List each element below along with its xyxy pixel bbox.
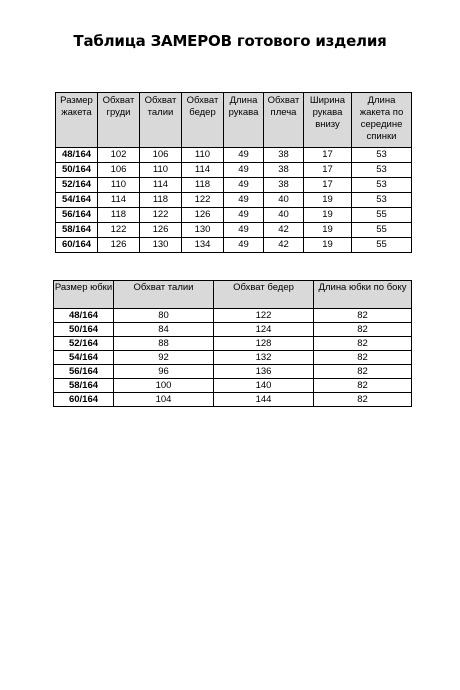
skirt-value-cell: 132: [214, 351, 314, 365]
skirt-value-cell: 82: [314, 379, 412, 393]
jacket-value-cell: 17: [304, 178, 352, 193]
jacket-value-cell: 17: [304, 163, 352, 178]
skirt-value-cell: 96: [114, 365, 214, 379]
jacket-value-cell: 53: [352, 178, 412, 193]
skirt-value-cell: 128: [214, 337, 314, 351]
jacket-value-cell: 19: [304, 238, 352, 253]
jacket-header-cell: Обхват груди: [98, 93, 140, 148]
jacket-value-cell: 106: [140, 148, 182, 163]
jacket-value-cell: 38: [264, 163, 304, 178]
jacket-value-cell: 110: [182, 148, 224, 163]
skirt-value-cell: 82: [314, 393, 412, 407]
skirt-header-cell: Размер юбки: [54, 281, 114, 309]
skirt-value-cell: 92: [114, 351, 214, 365]
jacket-value-cell: 118: [140, 193, 182, 208]
skirt-value-cell: 136: [214, 365, 314, 379]
table-row: [56, 238, 412, 253]
jacket-value-cell: 38: [264, 148, 304, 163]
jacket-value-cell: 53: [352, 193, 412, 208]
skirt-value-cell: 82: [314, 365, 412, 379]
jacket-value-cell: 130: [182, 223, 224, 238]
table-row: [54, 337, 412, 351]
jacket-value-cell: 40: [264, 208, 304, 223]
page-title: Таблица ЗАМЕРОВ готового изделия: [73, 32, 387, 50]
skirt-value-cell: 88: [114, 337, 214, 351]
skirt-value-cell: 80: [114, 309, 214, 323]
jacket-value-cell: 42: [264, 223, 304, 238]
jacket-value-cell: 122: [182, 193, 224, 208]
jacket-value-cell: 114: [98, 193, 140, 208]
jacket-value-cell: 114: [182, 163, 224, 178]
table-row: [56, 223, 412, 238]
skirt-value-cell: 82: [314, 351, 412, 365]
jacket-value-cell: 49: [224, 238, 264, 253]
skirt-measurements-table: [53, 280, 412, 407]
jacket-header-cell: Ширина рукава внизу: [304, 93, 352, 148]
jacket-size-cell: 58/164: [56, 223, 98, 238]
jacket-value-cell: 53: [352, 148, 412, 163]
skirt-size-cell: 50/164: [54, 323, 114, 337]
jacket-value-cell: 38: [264, 178, 304, 193]
jacket-measurements-table: [55, 92, 412, 253]
jacket-value-cell: 49: [224, 193, 264, 208]
jacket-value-cell: 126: [98, 238, 140, 253]
jacket-size-cell: 48/164: [56, 148, 98, 163]
jacket-header-cell: Размер жакета: [56, 93, 98, 148]
jacket-value-cell: 49: [224, 208, 264, 223]
jacket-value-cell: 118: [98, 208, 140, 223]
skirt-header-cell: Обхват бедер: [214, 281, 314, 309]
jacket-value-cell: 55: [352, 223, 412, 238]
skirt-size-cell: 54/164: [54, 351, 114, 365]
table-row: [54, 351, 412, 365]
table-row: [56, 163, 412, 178]
jacket-value-cell: 122: [98, 223, 140, 238]
skirt-value-cell: 144: [214, 393, 314, 407]
jacket-size-cell: 54/164: [56, 193, 98, 208]
jacket-value-cell: 55: [352, 208, 412, 223]
skirt-value-cell: 124: [214, 323, 314, 337]
jacket-value-cell: 40: [264, 193, 304, 208]
jacket-value-cell: 49: [224, 148, 264, 163]
jacket-value-cell: 49: [224, 178, 264, 193]
jacket-value-cell: 106: [98, 163, 140, 178]
jacket-value-cell: 49: [224, 223, 264, 238]
jacket-value-cell: 19: [304, 223, 352, 238]
jacket-value-cell: 53: [352, 163, 412, 178]
skirt-value-cell: 140: [214, 379, 314, 393]
jacket-value-cell: 122: [140, 208, 182, 223]
skirt-header-cell: Длина юбки по боку: [314, 281, 412, 309]
jacket-header-cell: Обхват плеча: [264, 93, 304, 148]
skirt-header-cell: Обхват талии: [114, 281, 214, 309]
jacket-size-cell: 56/164: [56, 208, 98, 223]
jacket-table-header-row: [56, 93, 412, 148]
table-row: [56, 208, 412, 223]
jacket-header-cell: Обхват талии: [140, 93, 182, 148]
jacket-value-cell: 110: [98, 178, 140, 193]
jacket-value-cell: 126: [140, 223, 182, 238]
skirt-value-cell: 82: [314, 337, 412, 351]
jacket-value-cell: 130: [140, 238, 182, 253]
skirt-value-cell: 82: [314, 323, 412, 337]
skirt-size-cell: 58/164: [54, 379, 114, 393]
skirt-value-cell: 104: [114, 393, 214, 407]
table-row: [54, 323, 412, 337]
skirt-value-cell: 84: [114, 323, 214, 337]
jacket-size-cell: 52/164: [56, 178, 98, 193]
jacket-value-cell: 19: [304, 193, 352, 208]
table-row: [54, 365, 412, 379]
jacket-value-cell: 126: [182, 208, 224, 223]
skirt-value-cell: 100: [114, 379, 214, 393]
jacket-size-cell: 60/164: [56, 238, 98, 253]
table-row: [54, 393, 412, 407]
table-row: [56, 193, 412, 208]
jacket-value-cell: 42: [264, 238, 304, 253]
table-row: [54, 309, 412, 323]
jacket-value-cell: 134: [182, 238, 224, 253]
skirt-size-cell: 56/164: [54, 365, 114, 379]
jacket-header-cell: Длина рукава: [224, 93, 264, 148]
table-row: [54, 379, 412, 393]
skirt-size-cell: 60/164: [54, 393, 114, 407]
jacket-value-cell: 55: [352, 238, 412, 253]
skirt-value-cell: 82: [314, 309, 412, 323]
jacket-value-cell: 19: [304, 208, 352, 223]
jacket-value-cell: 114: [140, 178, 182, 193]
skirt-size-cell: 52/164: [54, 337, 114, 351]
jacket-value-cell: 102: [98, 148, 140, 163]
skirt-size-cell: 48/164: [54, 309, 114, 323]
jacket-size-cell: 50/164: [56, 163, 98, 178]
jacket-value-cell: 49: [224, 163, 264, 178]
jacket-header-cell: Обхват бедер: [182, 93, 224, 148]
jacket-value-cell: 118: [182, 178, 224, 193]
jacket-value-cell: 110: [140, 163, 182, 178]
table-row: [56, 148, 412, 163]
skirt-value-cell: 122: [214, 309, 314, 323]
jacket-value-cell: 17: [304, 148, 352, 163]
table-row: [56, 178, 412, 193]
skirt-table-header-row: [54, 281, 412, 309]
jacket-header-cell: Длина жакета по середине спинки: [352, 93, 412, 148]
